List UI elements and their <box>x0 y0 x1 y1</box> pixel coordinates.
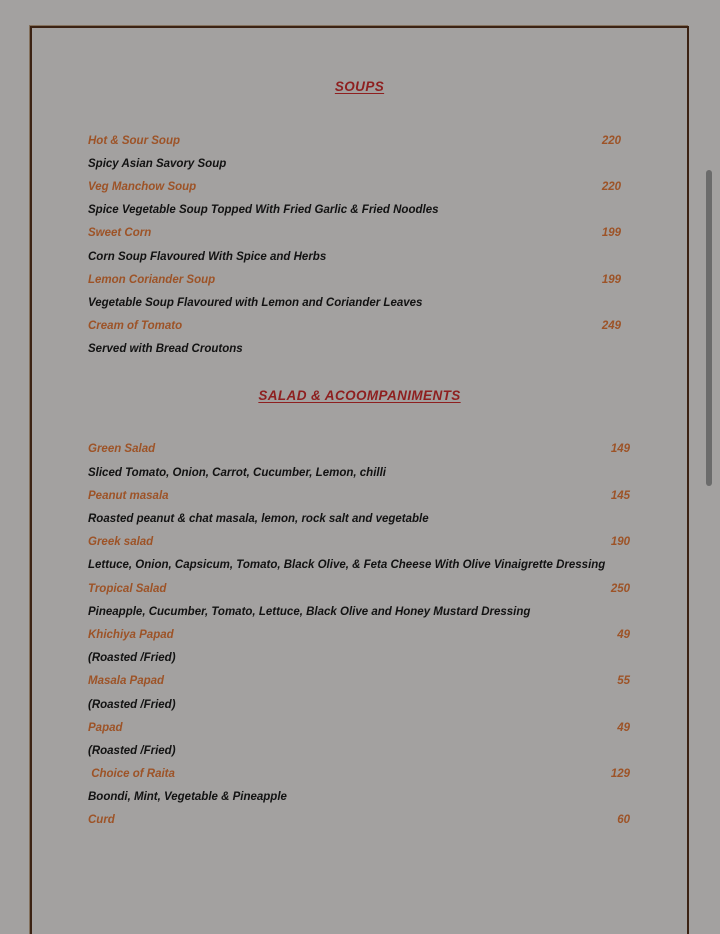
menu-item-description-row <box>32 786 687 809</box>
menu-item-row <box>32 716 687 739</box>
menu-item-name: Hot & Sour Soup <box>88 134 180 147</box>
menu-item-description: Boondi, Mint, Vegetable & Pineapple <box>88 791 287 804</box>
menu-item-price: 49 <box>617 628 630 641</box>
menu-content <box>32 78 687 832</box>
menu-item-price: 49 <box>617 721 630 734</box>
menu-item-price: 60 <box>617 814 630 827</box>
menu-item-description-row <box>32 554 687 577</box>
menu-item-price: 55 <box>617 675 630 688</box>
menu-item-price: 149 <box>610 443 630 456</box>
menu-item-name: Greek salad <box>88 536 154 549</box>
menu-item-price: 129 <box>610 768 630 781</box>
menu-item-description-row <box>32 693 687 716</box>
menu-item-description: Sliced Tomato, Onion, Carrot, Cucumber, Lemon, chilli <box>88 466 386 479</box>
menu-item-description-row <box>32 461 687 484</box>
menu-item-description-row <box>32 600 687 623</box>
menu-item-description-row <box>32 507 687 530</box>
menu-item-name: Peanut masala <box>88 489 169 502</box>
menu-item-name: Tropical Salad <box>88 582 167 595</box>
menu-item-name: Papad <box>88 721 123 734</box>
menu-item-description: Vegetable Soup Flavoured with Lemon and Coriander Leaves <box>88 296 423 309</box>
menu-item-description: Lettuce, Onion, Capsicum, Tomato, Black Olive, & Feta Cheese With Olive Vinaigrette Dressing <box>88 559 606 572</box>
menu-item-price: 250 <box>610 582 630 595</box>
menu-item-row <box>32 129 687 152</box>
scrollbar-thumb[interactable] <box>706 170 712 486</box>
menu-item-row <box>32 175 687 198</box>
menu-item-price: 220 <box>601 180 621 193</box>
menu-item-name: Green Salad <box>88 443 156 456</box>
menu-item-description: (Roasted /Fried) <box>88 744 176 757</box>
menu-item-row <box>32 222 687 245</box>
menu-item-description: Pineapple, Cucumber, Tomato, Lettuce, Black Olive and Honey Mustard Dressing <box>88 605 531 618</box>
salads-section-rows <box>32 438 687 832</box>
menu-item-price: 145 <box>610 489 630 502</box>
section-title-soups: SOUPS <box>334 79 385 94</box>
menu-item-name: Sweet Corn <box>88 227 152 240</box>
menu-item-row <box>32 268 687 291</box>
menu-item-description-row <box>32 739 687 762</box>
menu-item-row <box>32 531 687 554</box>
menu-item-row <box>32 623 687 646</box>
menu-item-description-row <box>32 647 687 670</box>
menu-item-row <box>32 763 687 786</box>
menu-item-name: Choice of Raita <box>88 768 175 781</box>
menu-item-description: Roasted peanut & chat masala, lemon, rock salt and vegetable <box>88 513 429 526</box>
menu-item-name: Khichiya Papad <box>88 628 174 641</box>
menu-item-description-row <box>32 291 687 314</box>
menu-item-row <box>32 438 687 461</box>
menu-item-description: Spice Vegetable Soup Topped With Fried Garlic & Fried Noodles <box>88 204 439 217</box>
menu-item-description-row <box>32 338 687 361</box>
menu-item-description: (Roasted /Fried) <box>88 698 176 711</box>
menu-page <box>30 26 689 934</box>
menu-item-name: Veg Manchow Soup <box>88 180 197 193</box>
menu-item-row <box>32 670 687 693</box>
menu-item-price: 199 <box>601 227 621 240</box>
menu-item-price: 220 <box>601 134 621 147</box>
menu-item-row <box>32 315 687 338</box>
menu-item-description: Corn Soup Flavoured With Spice and Herbs <box>88 250 327 263</box>
menu-item-price: 199 <box>601 273 621 286</box>
menu-item-row <box>32 577 687 600</box>
menu-item-description-row <box>32 152 687 175</box>
menu-item-price: 249 <box>601 320 621 333</box>
menu-item-name: Lemon Coriander Soup <box>88 273 216 286</box>
section-title-salad-accompaniments: SALAD & ACOOMPANIMENTS <box>258 387 461 403</box>
soups-section-rows <box>32 129 687 361</box>
menu-item-name: Masala Papad <box>88 675 165 688</box>
menu-item-description: (Roasted /Fried) <box>88 652 176 665</box>
menu-item-row <box>32 484 687 507</box>
menu-item-row <box>32 809 687 832</box>
menu-item-description-row <box>32 199 687 222</box>
menu-item-description: Served with Bread Croutons <box>88 343 243 356</box>
menu-item-description: Spicy Asian Savory Soup <box>88 157 227 170</box>
menu-item-price: 190 <box>610 536 630 549</box>
menu-item-name: Cream of Tomato <box>88 320 183 333</box>
menu-item-name: Curd <box>88 814 115 827</box>
menu-item-description-row <box>32 245 687 268</box>
